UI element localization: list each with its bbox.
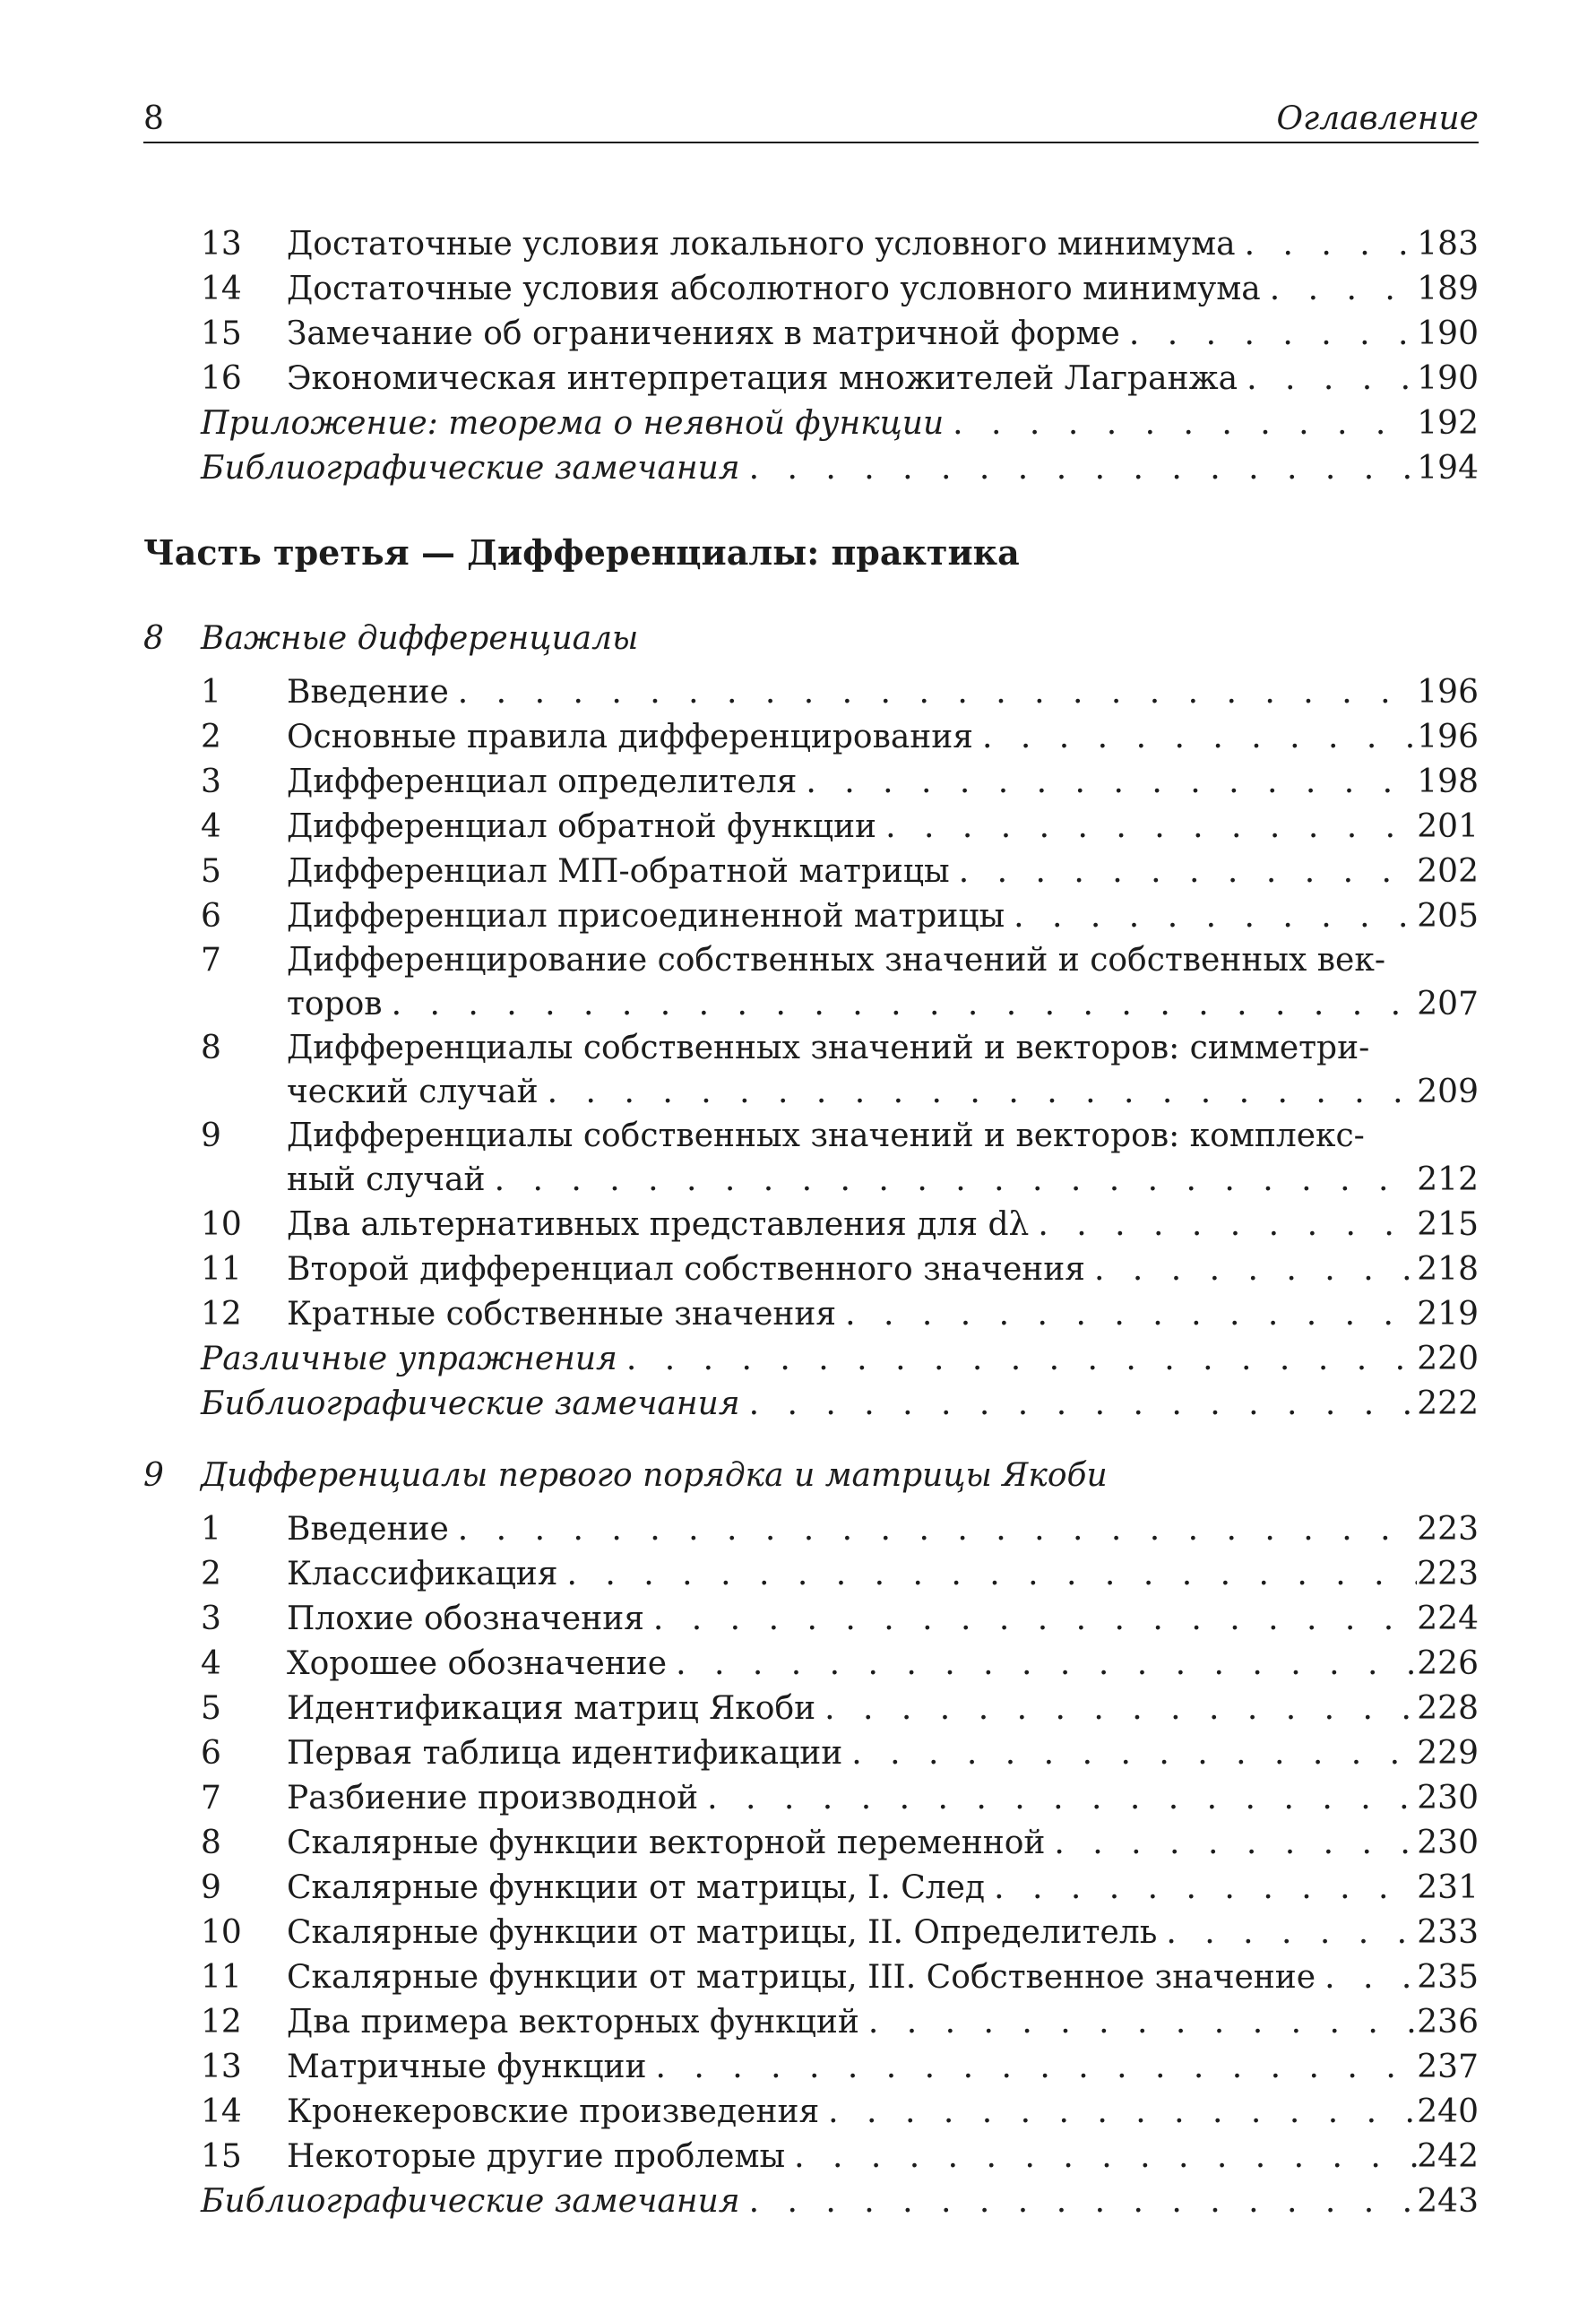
- entry-title: Библиографические замечания: [201, 2183, 740, 2220]
- running-title: Оглавление: [1276, 100, 1479, 137]
- leader-dots: [842, 1731, 1417, 1776]
- entry-page: 201: [1417, 808, 1479, 845]
- chapter-heading: [143, 617, 638, 661]
- entry-number: 10: [201, 1914, 242, 1951]
- entry-title: Дифференциал МП-обратной матрицы: [287, 853, 950, 890]
- leader-dots: [797, 760, 1417, 805]
- leader-dots: [740, 446, 1418, 491]
- toc-entry: [143, 1642, 1479, 1687]
- entry-title: Матричные функции: [287, 2049, 647, 2085]
- toc-entry: [143, 670, 1479, 715]
- toc-entry: [143, 1247, 1479, 1292]
- leader-dots: [1120, 312, 1417, 357]
- leader-dots: [1085, 1247, 1417, 1292]
- entry-number: 11: [201, 1959, 242, 1996]
- entry-number: 13: [201, 226, 242, 263]
- entry-page: 240: [1417, 2093, 1479, 2130]
- toc-entry: [143, 222, 1479, 267]
- entry-number: 1: [201, 674, 221, 711]
- leader-dots: [383, 982, 1418, 1027]
- entry-number: 1: [201, 1511, 221, 1548]
- entry-number: 16: [201, 360, 242, 397]
- leader-dots: [486, 1158, 1418, 1203]
- entry-page: 218: [1417, 1251, 1479, 1288]
- toc-entry-line1: [143, 1115, 1479, 1158]
- leader-dots: [950, 850, 1418, 894]
- entry-title: Скалярные функции от матрицы, I. След: [287, 1869, 986, 1906]
- entry-title: Дифференциал определителя: [287, 764, 798, 800]
- entry-title: Дифференциал присоединенной матрицы: [287, 898, 1005, 935]
- entry-title: Замечание об ограничениях в матричной форме: [287, 315, 1120, 352]
- entry-page: 189: [1417, 271, 1479, 307]
- entry-number: 7: [201, 942, 221, 979]
- entry-number: 9: [201, 1117, 221, 1154]
- toc-chapter-8: [143, 670, 1479, 1427]
- chapter-heading: [143, 1454, 1108, 1498]
- entry-number: 15: [201, 2138, 242, 2175]
- entry-title: Библиографические замечания: [201, 450, 740, 487]
- leader-dots: [985, 1866, 1417, 1911]
- entry-title: Достаточные условия абсолютного условного минимума: [287, 271, 1261, 307]
- toc-entry: [143, 357, 1479, 401]
- entry-title: Основные правила дифференцирования: [287, 719, 974, 755]
- entry-number: 12: [201, 1296, 242, 1333]
- entry-page: 242: [1417, 2138, 1479, 2175]
- toc-entry: [143, 850, 1479, 894]
- leader-dots: [1238, 357, 1417, 401]
- entry-page: 190: [1417, 315, 1479, 352]
- leader-dots: [449, 670, 1417, 715]
- leader-dots: [836, 1292, 1417, 1337]
- toc-sub-entry: [143, 1382, 1479, 1427]
- entry-page: 231: [1417, 1869, 1479, 1906]
- toc-entry-line1: [143, 939, 1479, 982]
- chapter-number: 9: [143, 1457, 164, 1494]
- leader-dots: [740, 1382, 1418, 1427]
- entry-title-line1: Дифференциалы собственных значений и векторов: комплекс-: [287, 1117, 1365, 1154]
- running-header: [143, 99, 1479, 143]
- entry-page: 230: [1417, 1825, 1479, 1861]
- entry-number: 3: [201, 764, 221, 800]
- leader-dots: [785, 2135, 1417, 2179]
- leader-dots: [819, 2090, 1417, 2135]
- entry-title: Скалярные функции от матрицы, II. Определитель: [287, 1914, 1158, 1951]
- toc-entry: [143, 2045, 1479, 2090]
- toc-entry-line2: [143, 1158, 1479, 1203]
- entry-title-line1: Дифференцирование собственных значений и собственных век-: [287, 942, 1385, 979]
- entry-title: Плохие обозначения: [287, 1601, 644, 1637]
- entry-number: 5: [201, 853, 221, 890]
- entry-title: Кратные собственные значения: [287, 1296, 837, 1333]
- entry-title: Приложение: теорема о неявной функции: [201, 405, 945, 442]
- entry-page: 212: [1417, 1161, 1479, 1198]
- toc-entry: [143, 805, 1479, 850]
- toc-entry-line1: [143, 1027, 1479, 1070]
- leader-dots: [1005, 894, 1417, 939]
- leader-dots: [1236, 222, 1418, 267]
- entry-title: Скалярные функции векторной переменной: [287, 1825, 1046, 1861]
- toc-entry: [143, 1552, 1479, 1597]
- toc-entry: [143, 2000, 1479, 2045]
- toc-entry-line2: [143, 1070, 1479, 1115]
- entry-page: 233: [1417, 1914, 1479, 1951]
- chapter-title: Важные дифференциалы: [201, 620, 639, 657]
- toc-entry: [143, 1955, 1479, 2000]
- leader-dots: [644, 1597, 1417, 1642]
- leader-dots: [876, 805, 1417, 850]
- entry-title-line2: ческий случай: [287, 1074, 539, 1110]
- entry-number: 13: [201, 2049, 242, 2085]
- entry-number: 3: [201, 1601, 221, 1637]
- leader-dots: [973, 715, 1417, 760]
- entry-page: 223: [1417, 1511, 1479, 1548]
- toc-entry: [143, 1776, 1479, 1821]
- leader-dots: [859, 2000, 1417, 2045]
- chapter-title: Дифференциалы первого порядка и матрицы Якоби: [201, 1457, 1108, 1494]
- toc-entry: [143, 1292, 1479, 1337]
- entry-title-line2: ный случай: [287, 1161, 486, 1198]
- leader-dots: [815, 1687, 1417, 1731]
- leader-dots: [449, 1507, 1417, 1552]
- entry-number: 2: [201, 1556, 221, 1592]
- toc-entry: [143, 267, 1479, 312]
- leader-dots: [539, 1070, 1418, 1115]
- entry-title: Идентификация матриц Якоби: [287, 1690, 816, 1727]
- toc-entry: [143, 1866, 1479, 1911]
- entry-page: 235: [1417, 1959, 1479, 1996]
- toc-entry: [143, 760, 1479, 805]
- entry-title: Дифференциал обратной функции: [287, 808, 877, 845]
- entry-page: 190: [1417, 360, 1479, 397]
- toc-entry: [143, 1821, 1479, 1866]
- leader-dots: [1029, 1203, 1417, 1247]
- entry-page: 192: [1417, 405, 1479, 442]
- entry-page: 226: [1417, 1645, 1479, 1682]
- leader-dots: [558, 1552, 1418, 1597]
- toc-sub-entry: [143, 446, 1479, 491]
- leader-dots: [646, 2045, 1417, 2090]
- toc-sub-entry: [143, 401, 1479, 446]
- entry-page: 224: [1417, 1601, 1479, 1637]
- toc-entry-line2: [143, 982, 1479, 1027]
- entry-title: Скалярные функции от матрицы, III. Собственное значение: [287, 1959, 1316, 1996]
- entry-title: Первая таблица идентификации: [287, 1735, 843, 1772]
- entry-number: 14: [201, 271, 242, 307]
- leader-dots: [1316, 1955, 1417, 2000]
- entry-page: 236: [1417, 2004, 1479, 2041]
- toc-entry: [143, 2090, 1479, 2135]
- entry-page: 207: [1417, 986, 1479, 1023]
- entry-title: Экономическая интерпретация множителей Лагранжа: [287, 360, 1238, 397]
- entry-page: 228: [1417, 1690, 1479, 1727]
- leader-dots: [740, 2179, 1418, 2224]
- toc-entry: [143, 312, 1479, 357]
- part-title: Часть третья — Дифференциалы: практика: [143, 532, 1020, 573]
- entry-title: Различные упражнения: [201, 1341, 617, 1377]
- entry-number: 4: [201, 1645, 221, 1682]
- entry-title: Кронекеровские произведения: [287, 2093, 820, 2130]
- leader-dots: [617, 1337, 1417, 1382]
- entry-page: 237: [1417, 2049, 1479, 2085]
- toc-entry: [143, 1911, 1479, 1955]
- entry-number: 6: [201, 1735, 221, 1772]
- entry-title-line2: торов: [287, 986, 383, 1023]
- toc-chapter-9: [143, 1507, 1479, 2224]
- entry-title: Разбиение производной: [287, 1780, 699, 1816]
- leader-dots: [1261, 267, 1418, 312]
- entry-page: 229: [1417, 1735, 1479, 1772]
- toc-entry: [143, 1507, 1479, 1552]
- entry-number: 7: [201, 1780, 221, 1816]
- leader-dots: [1157, 1911, 1417, 1955]
- entry-title: Два примера векторных функций: [287, 2004, 859, 2041]
- toc-entry: [143, 894, 1479, 939]
- entry-page: 196: [1417, 674, 1479, 711]
- entry-number: 8: [201, 1030, 221, 1066]
- toc-entry: [143, 1203, 1479, 1247]
- toc-entry: [143, 1687, 1479, 1731]
- leader-dots: [1045, 1821, 1417, 1866]
- entry-page: 223: [1417, 1556, 1479, 1592]
- toc-entry: [143, 1597, 1479, 1642]
- entry-title: Хорошее обозначение: [287, 1645, 668, 1682]
- entry-title: Классификация: [287, 1556, 558, 1592]
- entry-title: Достаточные условия локального условного минимума: [287, 226, 1236, 263]
- entry-number: 15: [201, 315, 242, 352]
- entry-number: 9: [201, 1869, 221, 1906]
- entry-page: 202: [1417, 853, 1479, 890]
- entry-title-line1: Дифференциалы собственных значений и векторов: симметри-: [287, 1030, 1370, 1066]
- entry-title: Второй дифференциал собственного значения: [287, 1251, 1085, 1288]
- entry-page: 230: [1417, 1780, 1479, 1816]
- entry-number: 4: [201, 808, 221, 845]
- entry-title: Введение: [287, 1511, 449, 1548]
- entry-page: 243: [1417, 2183, 1479, 2220]
- entry-page: 222: [1417, 1385, 1479, 1422]
- entry-number: 8: [201, 1825, 221, 1861]
- leader-dots: [944, 401, 1417, 446]
- entry-title: Библиографические замечания: [201, 1385, 740, 1422]
- toc-entry: [143, 715, 1479, 760]
- entry-page: 198: [1417, 764, 1479, 800]
- entry-number: 10: [201, 1206, 242, 1243]
- toc-entry: [143, 2135, 1479, 2179]
- page-number: 8: [143, 100, 164, 137]
- leader-dots: [667, 1642, 1417, 1687]
- entry-page: 205: [1417, 898, 1479, 935]
- entry-page: 183: [1417, 226, 1479, 263]
- entry-page: 196: [1417, 719, 1479, 755]
- toc-sub-entry: [143, 1337, 1479, 1382]
- entry-page: 209: [1417, 1074, 1479, 1110]
- entry-page: 220: [1417, 1341, 1479, 1377]
- chapter-number: 8: [143, 620, 164, 657]
- entry-page: 194: [1417, 450, 1479, 487]
- entry-number: 6: [201, 898, 221, 935]
- entry-number: 14: [201, 2093, 242, 2130]
- entry-title: Некоторые другие проблемы: [287, 2138, 786, 2175]
- leader-dots: [698, 1776, 1417, 1821]
- entry-number: 12: [201, 2004, 242, 2041]
- toc-top-section: [143, 222, 1479, 491]
- toc-entry: [143, 1731, 1479, 1776]
- entry-title: Два альтернативных представления для dλ: [287, 1206, 1030, 1243]
- entry-title: Введение: [287, 674, 449, 711]
- entry-page: 219: [1417, 1296, 1479, 1333]
- entry-number: 11: [201, 1251, 242, 1288]
- entry-number: 5: [201, 1690, 221, 1727]
- entry-page: 215: [1417, 1206, 1479, 1243]
- toc-sub-entry: [143, 2179, 1479, 2224]
- entry-number: 2: [201, 719, 221, 755]
